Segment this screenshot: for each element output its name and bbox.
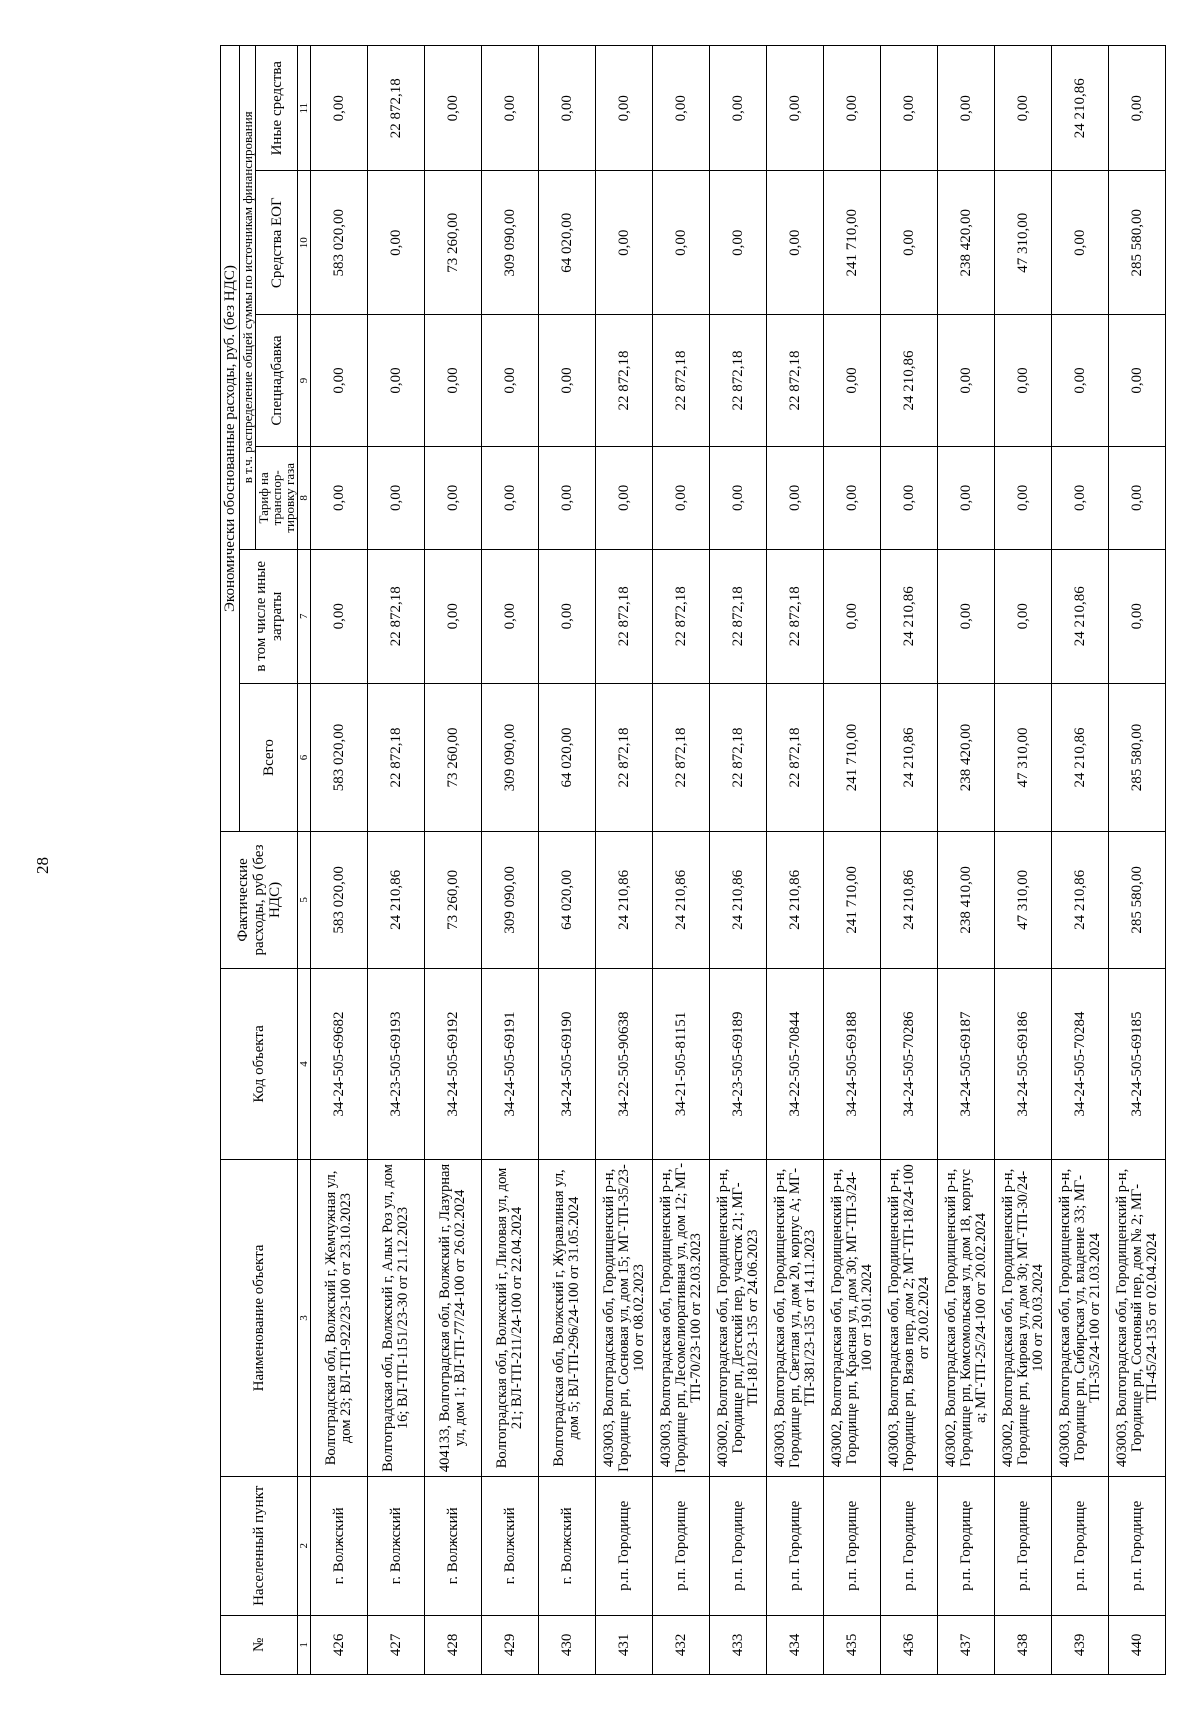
actual-costs-cell: 24 210,86 <box>767 832 824 969</box>
object-code-cell: 34-24-505-69190 <box>539 968 596 1159</box>
actual-costs-cell: 24 210,86 <box>710 832 767 969</box>
total-cell: 22 872,18 <box>767 684 824 832</box>
row-number: 440 <box>1109 1615 1166 1674</box>
table-row <box>482 46 539 1675</box>
surcharge-cell: 0,00 <box>1109 314 1166 446</box>
object-code-cell: 34-22-505-70844 <box>767 968 824 1159</box>
column-number: 10 <box>298 171 311 315</box>
other-costs-cell: 0,00 <box>539 549 596 683</box>
other-funds-cell: 0,00 <box>824 46 881 171</box>
row-number: 431 <box>596 1615 653 1674</box>
tariff-cell: 0,00 <box>995 447 1052 550</box>
other-costs-cell: 0,00 <box>995 549 1052 683</box>
other-costs-cell: 22 872,18 <box>596 549 653 683</box>
row-number: 427 <box>368 1615 425 1674</box>
object-code-cell: 34-24-505-69187 <box>938 968 995 1159</box>
row-number: 439 <box>1052 1615 1109 1674</box>
column-number: 3 <box>298 1160 311 1477</box>
surcharge-cell: 22 872,18 <box>653 314 710 446</box>
surcharge-cell: 0,00 <box>995 314 1052 446</box>
column-number: 6 <box>298 684 311 832</box>
table-row <box>881 46 938 1675</box>
header-settlement: Населенный пункт <box>221 1476 298 1615</box>
object-name-cell: Волгоградская обл, Волжский г, Журавлиная ул, дом 5; ВЛ-ТП-296/24-100 от 31.05.2024 <box>539 1160 596 1477</box>
object-name-cell: 404133, Волгоградская обл, Волжский г, Лазурная ул, дом 1; ВЛ-ТП-77/24-100 от 26.02.2024 <box>425 1160 482 1477</box>
row-number: 433 <box>710 1615 767 1674</box>
eog-cell: 0,00 <box>1052 171 1109 315</box>
other-funds-cell: 0,00 <box>767 46 824 171</box>
table-row <box>653 46 710 1675</box>
settlement-cell: р.п. Городище <box>881 1476 938 1615</box>
surcharge-cell: 0,00 <box>482 314 539 446</box>
document-page <box>220 45 1160 1675</box>
eog-cell: 73 260,00 <box>425 171 482 315</box>
tariff-cell: 0,00 <box>539 447 596 550</box>
total-cell: 309 090,00 <box>482 684 539 832</box>
surcharge-cell: 22 872,18 <box>710 314 767 446</box>
other-costs-cell: 0,00 <box>1109 549 1166 683</box>
other-costs-cell: 0,00 <box>938 549 995 683</box>
other-costs-cell: 22 872,18 <box>767 549 824 683</box>
header-other-costs: в том числе иные затраты <box>240 549 298 683</box>
other-costs-cell: 0,00 <box>482 549 539 683</box>
row-number: 436 <box>881 1615 938 1674</box>
object-name-cell: 403002, Волгоградская обл, Городищенский р-н, Городище рп, Кирова ул, дом 30; МГ-ТП-30/24-100 от 20.03.2024 <box>995 1160 1052 1477</box>
eog-cell: 583 020,00 <box>311 171 368 315</box>
header-actual-costs: Фактические расходы, руб (без НДС) <box>221 832 298 969</box>
other-costs-cell: 0,00 <box>425 549 482 683</box>
header-justified-costs: Экономически обоснованные расходы, руб. (без НДС) <box>221 46 240 832</box>
row-number: 426 <box>311 1615 368 1674</box>
actual-costs-cell: 309 090,00 <box>482 832 539 969</box>
object-name-cell: 403003, Волгоградская обл, Городищенский р-н, Городище рп, Сибирская ул, владение 33; МГ-ТП-35/24-100 от 21.03.2024 <box>1052 1160 1109 1477</box>
other-funds-cell: 0,00 <box>311 46 368 171</box>
total-cell: 238 420,00 <box>938 684 995 832</box>
surcharge-cell: 0,00 <box>425 314 482 446</box>
other-funds-cell: 0,00 <box>425 46 482 171</box>
page-number-text: 28 <box>32 856 52 874</box>
object-name-cell: 403003, Волгоградская обл, Городищенский р-н, Городище рп, Сосновый пер, дом № 2; МГ-ТП-45/24-135 от 02.04.2024 <box>1109 1160 1166 1477</box>
other-funds-cell: 0,00 <box>1109 46 1166 171</box>
eog-cell: 0,00 <box>767 171 824 315</box>
object-code-cell: 34-24-505-69188 <box>824 968 881 1159</box>
costs-table <box>220 45 1166 1675</box>
header-no: № <box>221 1615 298 1674</box>
tariff-cell: 0,00 <box>368 447 425 550</box>
other-funds-cell: 0,00 <box>539 46 596 171</box>
tariff-cell: 0,00 <box>938 447 995 550</box>
table-row <box>767 46 824 1675</box>
total-cell: 22 872,18 <box>710 684 767 832</box>
other-funds-cell: 0,00 <box>482 46 539 171</box>
settlement-cell: р.п. Городище <box>824 1476 881 1615</box>
column-number: 7 <box>298 549 311 683</box>
total-cell: 22 872,18 <box>653 684 710 832</box>
surcharge-cell: 22 872,18 <box>596 314 653 446</box>
object-name-cell: Волгоградская обл, Волжский г, Алых Роз ул, дом 16; ВЛ-ТП-1151/23-30 от 21.12.2023 <box>368 1160 425 1477</box>
row-number: 434 <box>767 1615 824 1674</box>
total-cell: 24 210,86 <box>881 684 938 832</box>
object-code-cell: 34-24-505-69185 <box>1109 968 1166 1159</box>
total-cell: 285 580,00 <box>1109 684 1166 832</box>
actual-costs-cell: 64 020,00 <box>539 832 596 969</box>
total-cell: 64 020,00 <box>539 684 596 832</box>
tariff-cell: 0,00 <box>1109 447 1166 550</box>
total-cell: 47 310,00 <box>995 684 1052 832</box>
row-number: 429 <box>482 1615 539 1674</box>
column-number: 4 <box>298 968 311 1159</box>
object-code-cell: 34-24-505-70284 <box>1052 968 1109 1159</box>
row-number: 438 <box>995 1615 1052 1674</box>
column-number: 2 <box>298 1476 311 1615</box>
object-code-cell: 34-23-505-69193 <box>368 968 425 1159</box>
settlement-cell: р.п. Городище <box>938 1476 995 1615</box>
tariff-cell: 0,00 <box>881 447 938 550</box>
header-other-funds: Иные средства <box>256 46 298 171</box>
settlement-cell: г. Волжский <box>425 1476 482 1615</box>
column-number: 5 <box>298 832 311 969</box>
tariff-cell: 0,00 <box>1052 447 1109 550</box>
header-tariff: Тариф на транспор-тировку газа <box>256 447 298 550</box>
other-funds-cell: 0,00 <box>938 46 995 171</box>
object-name-cell: 403003, Волгоградская обл, Городищенский р-н, Городище рп, Вязов пер, дом 2; МГ-ТП-18/24-100 от 20.02.2024 <box>881 1160 938 1477</box>
header-object-code: Код объекта <box>221 968 298 1159</box>
actual-costs-cell: 583 020,00 <box>311 832 368 969</box>
other-funds-cell: 0,00 <box>710 46 767 171</box>
eog-cell: 0,00 <box>368 171 425 315</box>
column-number: 1 <box>298 1615 311 1674</box>
eog-cell: 47 310,00 <box>995 171 1052 315</box>
tariff-cell: 0,00 <box>311 447 368 550</box>
object-name-cell: 403002, Волгоградская обл, Городищенский р-н, Городище рп, Комсомольская ул, дом 18, корпус а; МГ-ТП-25/24-100 от 20.02.2024 <box>938 1160 995 1477</box>
surcharge-cell: 0,00 <box>1052 314 1109 446</box>
surcharge-cell: 0,00 <box>938 314 995 446</box>
actual-costs-cell: 241 710,00 <box>824 832 881 969</box>
table-row <box>539 46 596 1675</box>
other-funds-cell: 22 872,18 <box>368 46 425 171</box>
object-code-cell: 34-23-505-69189 <box>710 968 767 1159</box>
eog-cell: 0,00 <box>881 171 938 315</box>
actual-costs-cell: 24 210,86 <box>881 832 938 969</box>
object-code-cell: 34-24-505-69191 <box>482 968 539 1159</box>
other-funds-cell: 0,00 <box>995 46 1052 171</box>
other-funds-cell: 0,00 <box>653 46 710 171</box>
object-code-cell: 34-24-505-69192 <box>425 968 482 1159</box>
settlement-cell: г. Волжский <box>539 1476 596 1615</box>
other-costs-cell: 22 872,18 <box>710 549 767 683</box>
eog-cell: 0,00 <box>596 171 653 315</box>
eog-cell: 64 020,00 <box>539 171 596 315</box>
surcharge-cell: 0,00 <box>824 314 881 446</box>
settlement-cell: р.п. Городище <box>767 1476 824 1615</box>
settlement-cell: г. Волжский <box>311 1476 368 1615</box>
object-code-cell: 34-24-505-69186 <box>995 968 1052 1159</box>
row-number: 437 <box>938 1615 995 1674</box>
other-funds-cell: 0,00 <box>596 46 653 171</box>
tariff-cell: 0,00 <box>596 447 653 550</box>
actual-costs-cell: 24 210,86 <box>653 832 710 969</box>
settlement-cell: р.п. Городище <box>596 1476 653 1615</box>
object-name-cell: 403003, Волгоградская обл, Городищенский р-н, Городище рп, Лесомелиоративная ул, дом 12; МГ-ТП-70/23-100 от 22.03.2023 <box>653 1160 710 1477</box>
settlement-cell: г. Волжский <box>368 1476 425 1615</box>
object-code-cell: 34-24-505-70286 <box>881 968 938 1159</box>
header-surcharge: Спецнадбавка <box>256 314 298 446</box>
eog-cell: 309 090,00 <box>482 171 539 315</box>
column-number: 9 <box>298 314 311 446</box>
surcharge-cell: 24 210,86 <box>881 314 938 446</box>
eog-cell: 238 420,00 <box>938 171 995 315</box>
table-row <box>710 46 767 1675</box>
actual-costs-cell: 24 210,86 <box>1052 832 1109 969</box>
eog-cell: 0,00 <box>710 171 767 315</box>
tariff-cell: 0,00 <box>710 447 767 550</box>
other-funds-cell: 0,00 <box>881 46 938 171</box>
table-row <box>425 46 482 1675</box>
table-row <box>596 46 653 1675</box>
settlement-cell: р.п. Городище <box>653 1476 710 1615</box>
other-costs-cell: 22 872,18 <box>653 549 710 683</box>
other-costs-cell: 24 210,86 <box>881 549 938 683</box>
row-number: 428 <box>425 1615 482 1674</box>
object-code-cell: 34-24-505-69682 <box>311 968 368 1159</box>
tariff-cell: 0,00 <box>425 447 482 550</box>
table-row <box>938 46 995 1675</box>
table-row <box>1109 46 1166 1675</box>
header-total: Всего <box>240 684 298 832</box>
header-object-name: Наименование объекта <box>221 1160 298 1477</box>
row-number: 432 <box>653 1615 710 1674</box>
settlement-cell: р.п. Городище <box>1052 1476 1109 1615</box>
settlement-cell: г. Волжский <box>482 1476 539 1615</box>
surcharge-cell: 0,00 <box>311 314 368 446</box>
row-number: 430 <box>539 1615 596 1674</box>
other-costs-cell: 24 210,86 <box>1052 549 1109 683</box>
actual-costs-cell: 238 410,00 <box>938 832 995 969</box>
total-cell: 22 872,18 <box>596 684 653 832</box>
total-cell: 73 260,00 <box>425 684 482 832</box>
table-row <box>824 46 881 1675</box>
other-costs-cell: 0,00 <box>311 549 368 683</box>
surcharge-cell: 0,00 <box>368 314 425 446</box>
surcharge-cell: 0,00 <box>539 314 596 446</box>
tariff-cell: 0,00 <box>482 447 539 550</box>
actual-costs-cell: 73 260,00 <box>425 832 482 969</box>
object-name-cell: Волгоградская обл, Волжский г, Лиловая ул, дом 21; ВЛ-ТП-211/24-100 от 22.04.2024 <box>482 1160 539 1477</box>
object-name-cell: 403003, Волгоградская обл, Городищенский р-н, Городище рп, Светлая ул, дом 20, корпус А; МГ-ТП-381/23-135 от 14.11.2023 <box>767 1160 824 1477</box>
eog-cell: 285 580,00 <box>1109 171 1166 315</box>
header-eog: Средства ЕОГ <box>256 171 298 315</box>
tariff-cell: 0,00 <box>824 447 881 550</box>
actual-costs-cell: 285 580,00 <box>1109 832 1166 969</box>
actual-costs-cell: 24 210,86 <box>596 832 653 969</box>
object-name-cell: 403003, Волгоградская обл, Городищенский р-н, Городище рп, Сосновая ул, дом 15; МГ-ТП-35/23-100 от 08.02.2023 <box>596 1160 653 1477</box>
column-number: 11 <box>298 46 311 171</box>
surcharge-cell: 22 872,18 <box>767 314 824 446</box>
settlement-cell: р.п. Городище <box>1109 1476 1166 1615</box>
tariff-cell: 0,00 <box>767 447 824 550</box>
eog-cell: 241 710,00 <box>824 171 881 315</box>
total-cell: 22 872,18 <box>368 684 425 832</box>
column-numbers-row <box>298 46 311 1675</box>
object-name-cell: 403002, Волгоградская обл, Городищенский р-н, Городище рп, Красная ул, дом 30; МГ-ТП-3/24-100 от 19.01.2024 <box>824 1160 881 1477</box>
actual-costs-cell: 47 310,00 <box>995 832 1052 969</box>
other-funds-cell: 24 210,86 <box>1052 46 1109 171</box>
page-number <box>30 850 54 880</box>
header-distribution: в т.ч. распределение общей суммы по источникам финансирования <box>240 46 256 550</box>
eog-cell: 0,00 <box>653 171 710 315</box>
object-code-cell: 34-21-505-81151 <box>653 968 710 1159</box>
actual-costs-cell: 24 210,86 <box>368 832 425 969</box>
column-number: 8 <box>298 447 311 550</box>
row-number: 435 <box>824 1615 881 1674</box>
table-row <box>368 46 425 1675</box>
object-code-cell: 34-22-505-90638 <box>596 968 653 1159</box>
total-cell: 583 020,00 <box>311 684 368 832</box>
total-cell: 24 210,86 <box>1052 684 1109 832</box>
object-name-cell: 403002, Волгоградская обл, Городищенский р-н, Городище рп, Детский пер, участок 21; МГ-ТП-181/23-135 от 24.06.2023 <box>710 1160 767 1477</box>
other-costs-cell: 22 872,18 <box>368 549 425 683</box>
object-name-cell: Волгоградская обл, Волжский г, Жемчужная ул, дом 23; ВЛ-ТП-922/23-100 от 23.10.2023 <box>311 1160 368 1477</box>
table-row <box>1052 46 1109 1675</box>
settlement-cell: р.п. Городище <box>995 1476 1052 1615</box>
table-row <box>995 46 1052 1675</box>
other-costs-cell: 0,00 <box>824 549 881 683</box>
tariff-cell: 0,00 <box>653 447 710 550</box>
total-cell: 241 710,00 <box>824 684 881 832</box>
settlement-cell: р.п. Городище <box>710 1476 767 1615</box>
table-row <box>311 46 368 1675</box>
